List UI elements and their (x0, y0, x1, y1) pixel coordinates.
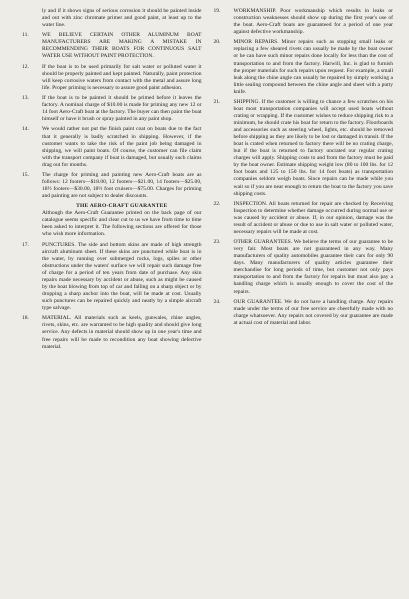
paragraph-text: If the boat is to be used primarily for salt water or polluted water it should be properly painted and kept painted. Naturally, paint protection will keep corrosive waters from contact with the metal and assure long life. Proper priming is necessary to assure good paint adhesion. (42, 63, 202, 91)
numbered-paragraph (22, 32, 202, 60)
numbered-paragraph (22, 64, 202, 92)
paragraph-number: 20. (213, 39, 221, 46)
paragraph-text: PUNCTURES. The side and bottom skins are made of high strength aircraft aluminum sheet. If these skins are punctured while boat is in the water, by running over submerged rocks, logs, spiles or other obstructions under the waters' surface we will repair such damage free of charge for a period of ten years from date of purchase. Any skin repairs made necessary by accident or abuse, such as might be caused by the boat blowing from top of car and falling on a sharp object or by dropping a sharp anchor into the boat, will be made at cost. Usually such punctures can be repaired quickly and neatly by a simple aircraft type salvage. (42, 241, 202, 312)
paragraph-number: 12. (22, 63, 29, 70)
paragraph-number: 24. (213, 298, 221, 305)
paragraph-number: 11. (22, 32, 29, 39)
numbered-paragraph (22, 315, 202, 350)
numbered-paragraph (214, 201, 394, 236)
paragraph-number: 18. (22, 315, 29, 322)
numbered-paragraph (214, 8, 394, 36)
numbered-paragraph (214, 239, 394, 295)
paragraph-text: OTHER GUARANTEES. We believe the terms of our guarantee to be very fair. Most boats are not guaranteed in any way. Many manufacturers of quality automobiles guarantee their cars for only 90 days. Many manufacturers of quality articles guarantee their merchandise for long periods of time, but customer not only pays transportation to and from the factory for repairs but must also pay a handling charge which is usually enough to cover the cost of the repairs. (233, 239, 393, 295)
paragraph-number: 15. (22, 171, 29, 178)
right-column (214, 8, 394, 589)
paragraph-number: 17. (22, 241, 29, 248)
paragraph-number: 23. (213, 239, 221, 246)
paragraph (22, 8, 202, 29)
paragraph-text: OUR GUARANTEE. We do not have a handling charge. Any repairs made under the terms of our free service are cheerfully made with no charge whatsoever. Any repairs not covered by our guarantee are made at actual cost of material and labor. (233, 298, 393, 326)
paragraph-text: MATERIAL. All materials such as keels, gunwales, chine angles, rivets, skins, etc. are warranted to be high quality and should give long service. Any defects in material should show up in one year's time and free repairs will be made to recondition any boat showing defective material. (42, 315, 202, 350)
paragraph (22, 203, 202, 238)
paragraph-text: If the boat is to be painted it should be primed before it leaves the factory. A nominal charge of $10.00 is made for priming any new 12 or 14 foot Aero-Craft boat at the factory. The buyer can then paint the boat himself or have it brush or spray painted in any paint shop. (42, 95, 202, 123)
paragraph-text: WORKMANSHIP. Poor workmanship which results in leaks or construction weaknesses should show up during the first year's use of the boat. Aero-Craft boats are guaranteed for a period of one year against defective workmanship. (233, 8, 393, 36)
paragraph-text: The charge for priming and painting new Aero-Craft boats are as follows: 12 footers—$18.00, 12 footers—$21.00, 14 footers—$25.00, 18½ footers—$30.00, 18½ foot cruisers—$75.00. Charges for priming and painting are not subject to dealer discounts. (42, 171, 202, 200)
paragraph-text: We would rather not put the finish paint coat on boats due to the fact that it generally is badly scratched in shipping. However, if the customer wants to take the risk of the paint job being damaged in shipping, we will paint boats. Of course, the customer can file claim with the transport company if boat is damaged, but usually such claims drag out for months. (42, 126, 202, 168)
numbered-paragraph (22, 172, 202, 200)
paragraph-text: ly and if it shows signs of serious corrosion it should be painted inside and out with zinc chromate primer and good paint, at least up to the water line. (42, 8, 202, 29)
paragraph-text: MINOR REPAIRS. Minor repairs such as stopping small leaks or replacing a few sheared rivets can usually be made by the boat owner or he can have such minor repairs done locally for less than the cost of transportation to and from the factory. Harwill, Inc. is glad to furnish the proper materials for such repairs upon request. For example, a small leak along the chine angle can usually be repaired by simply working a little sealing compound between the chine angle and sheet with a putty knife. (233, 39, 393, 95)
numbered-paragraph (22, 126, 202, 168)
paragraph-number: 22. (213, 200, 221, 207)
paragraph-number: 19. (213, 8, 221, 14)
paragraph-number: 13. (22, 95, 29, 102)
paragraph-text: WE BELIEVE CERTAIN OTHER ALUMINUM BOAT MANUFACTURERS ARE MAKING A MISTAKE IN RECOMMENDING THEIR BOATS FOR CONTINUOUS SALT WATER USE WITHOUT PAINT PROTECTION. (42, 32, 202, 60)
numbered-paragraph (214, 299, 394, 327)
numbered-paragraph (22, 95, 202, 123)
numbered-paragraph (214, 39, 394, 95)
numbered-paragraph (22, 242, 202, 312)
paragraph-text: SHIPPING. If the customer is willing to chance a few scratches on his boat most transportation companies will accept used boats without crating or wrapping. If the customer wishes to reduce shipping risk to a minimum, he should crate his boat for return to the factory. Floorboards and accessories such as steering wheel, lights, etc. should be removed before shipping as they are likely to be lost or damaged in transit. If the boat is crated when returned to factory there will be no crating charge, but if the boat is returned to factory uncrated our regular crating charges will apply. Shipping costs to and from the factory must be paid by the boat owner. Estimate shipping weight low (80 to 100 lbs. for 12 foot boats and 125 to 150 lbs. for 14 foot boats) as transportation companies seldom weigh boats. Since repairs can be made while you wait so if you are near enough to return the boat to the factory you save shipping costs. (233, 98, 393, 197)
paragraph-text: INSPECTION. All boats returned for repair are checked by Receiving Inspection to determine whether damage occurred during normal use or was caused by accident or abuse. If, in our opinion, damage was the result of accident or abuse or due to use in salt water or polluted water, necessary repairs will be made at cost. (233, 200, 393, 235)
numbered-paragraph (214, 99, 394, 198)
paragraph-number: 14. (22, 126, 29, 133)
paragraph-text: Although the Aero-Craft Guarantee printed on the back page of our catalogue seems specific and clear cut to us we have from time to time been asked to interpret it. The following sections are offered for those who wish more information. (42, 210, 202, 238)
paragraph-number: 21. (213, 98, 221, 105)
section-heading: THE AERO-CRAFT GUARANTEE (76, 203, 168, 210)
left-column (22, 8, 202, 589)
